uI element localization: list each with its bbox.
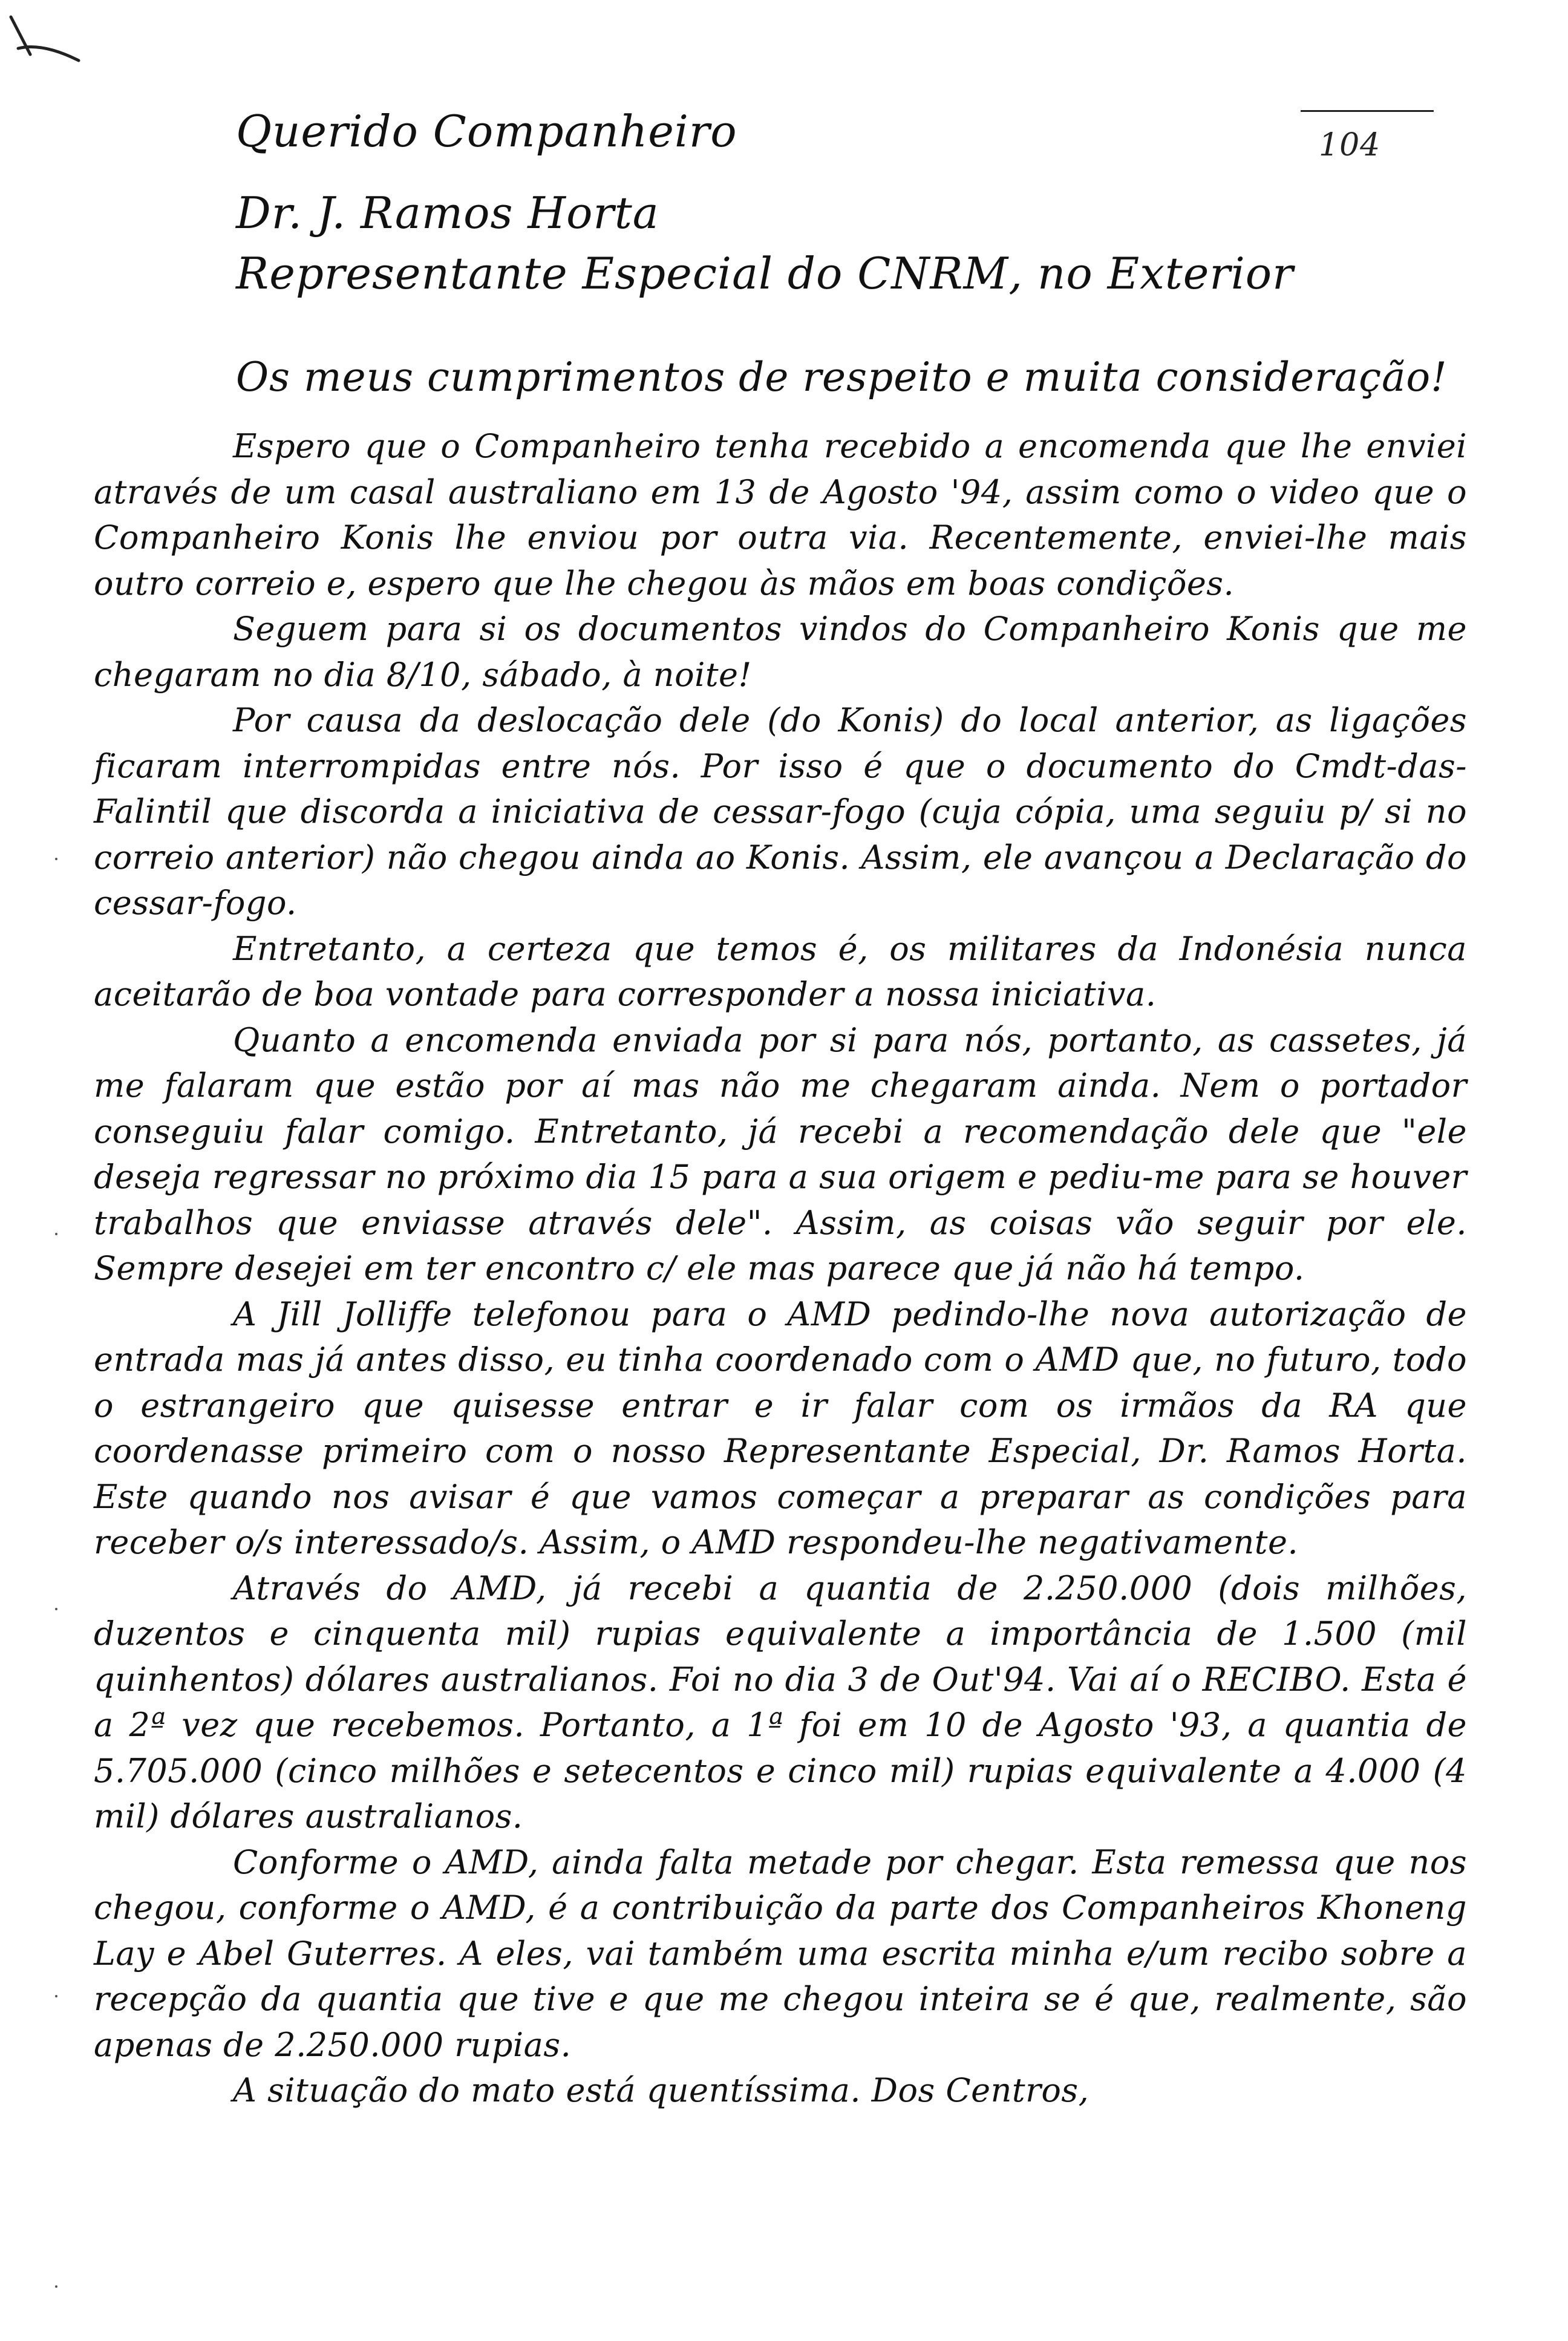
- margin-speckles: [54, 847, 58, 2299]
- recipient-title: Representante Especial do CNRM, no Exterior: [236, 248, 1294, 299]
- greeting-line: Os meus cumprimentos de respeito e muita consideração!: [236, 354, 1448, 400]
- body-paragraph: Quanto a encomenda enviada por si para nós, portanto, as cassetes, já me falaram que estão por aí mas não me chegaram ainda. Nem o portador conseguiu falar comigo. Entretanto, já recebi a recomendação dele que "ele deseja regressar no próximo dia 15 para a sua origem e pediu-me para se houver trabalhos que enviasse através dele". Assim, as coisas vão seguir por ele. Sempre desejei em ter encontro c/ ele mas parece que já não há tempo.: [94, 1020, 1467, 1287]
- corner-pen-mark: [6, 12, 91, 79]
- page-number: 104: [1319, 127, 1381, 163]
- body-paragraph: Por causa da deslocação dele (do Konis) do local anterior, as ligações ficaram interrompidas entre nós. Por isso é que o documento do Cmdt-das-Falintil que discorda a iniciativa de cessar-fogo (cuja cópia, uma seguiu p/ si no correio anterior) não chegou ainda ao Konis. Assim, ele avançou a Declaração do cessar-fogo.: [94, 701, 1467, 922]
- salutation-line: Querido Companheiro: [236, 106, 737, 157]
- body-paragraph: Entretanto, a certeza que temos é, os militares da Indonésia nunca aceitarão de boa vontade para corresponder a nossa iniciativa.: [94, 929, 1467, 1013]
- body-paragraph: Espero que o Companheiro tenha recebido a encomenda que lhe enviei através de um casal australiano em 13 de Agosto '94, assim como o video que o Companheiro Konis lhe enviou por outra via. Recentemente, enviei-lhe mais outro correio e, espero que lhe chegou às mãos em boas condições.: [94, 427, 1467, 602]
- page-number-rule: [1301, 110, 1434, 112]
- body-paragraph: A situação do mato está quentíssima. Dos Centros,: [233, 2071, 1089, 2109]
- body-paragraph: Seguem para si os documentos vindos do Companheiro Konis que me chegaram no dia 8/10, sábado, à noite!: [94, 610, 1467, 694]
- body-paragraph: Através do AMD, já recebi a quantia de 2.250.000 (dois milhões, duzentos e cinquenta mil) rupias equivalente a importância de 1.500 (mil quinhentos) dólares australianos. Foi no dia 3 de Out'94. Vai aí o RECIBO. Esta é a 2ª vez que recebemos. Portanto, a 1ª foi em 10 de Agosto '93, a quantia de 5.705.000 (cinco milhões e setecentos e cinco mil) rupias equivalente a 4.000 (4 mil) dólares australianos.: [94, 1569, 1467, 1835]
- body-paragraph: A Jill Jolliffe telefonou para o AMD pedindo-lhe nova autorização de entrada mas já antes disso, eu tinha coordenado com o AMD que, no futuro, todo o estrangeiro que quisesse entrar e ir falar com os irmãos da RA que coordenasse primeiro com o nosso Representante Especial, Dr. Ramos Horta. Este quando nos avisar é que vamos começar a preparar as condições para receber o/s interessado/s. Assim, o AMD respondeu-lhe negativamente.: [94, 1295, 1467, 1561]
- body-paragraph: Conforme o AMD, ainda falta metade por chegar. Esta remessa que nos chegou, conforme o AMD, é a contribuição da parte dos Companheiros Khoneng Lay e Abel Guterres. A eles, vai também uma escrita minha e/um recibo sobre a recepção da quantia que tive e que me chegou inteira se é que, realmente, são apenas de 2.250.000 rupias.: [94, 1843, 1467, 2064]
- recipient-name: Dr. J. Ramos Horta: [236, 188, 659, 238]
- letter-body: [94, 423, 1467, 2114]
